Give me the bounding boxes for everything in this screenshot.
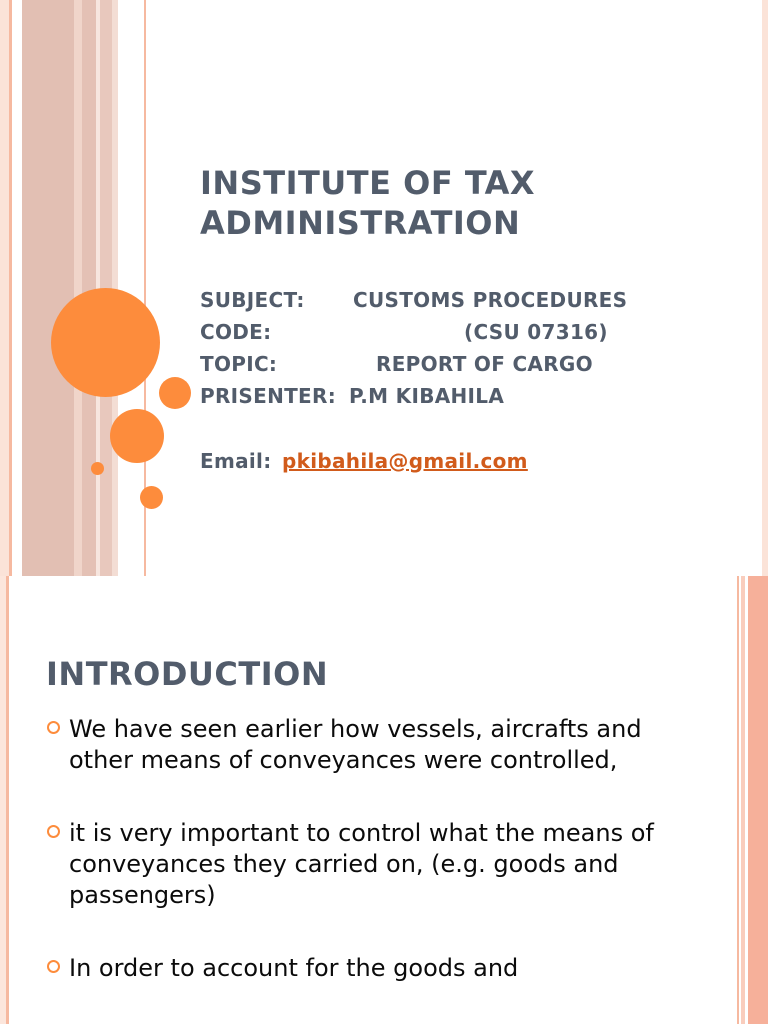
decor-circle-dot bbox=[91, 462, 104, 475]
subject-value: CUSTOMS PROCEDURES bbox=[353, 288, 628, 312]
decor-stripe bbox=[0, 0, 9, 576]
code-value: (CSU 07316) bbox=[464, 320, 608, 344]
bullet-text: it is very important to control what the means of conveyances they carried on, (e.g. goods and passengers) bbox=[69, 819, 654, 909]
decor-circle-small bbox=[140, 486, 163, 509]
decor-stripe bbox=[22, 0, 74, 576]
slide-title-line1: INSTITUTE OF TAX bbox=[200, 164, 536, 202]
decor-stripe bbox=[74, 0, 82, 576]
decor-stripe bbox=[741, 576, 745, 1024]
decor-stripe bbox=[9, 0, 12, 576]
bullet-list bbox=[46, 714, 706, 984]
topic-value: REPORT OF CARGO bbox=[376, 352, 593, 376]
decor-stripe bbox=[82, 0, 96, 576]
email-link[interactable]: pkibahila@gmail.com bbox=[282, 449, 528, 473]
bullet-ring-icon bbox=[47, 825, 60, 838]
list-item bbox=[46, 953, 706, 984]
decor-stripe bbox=[762, 0, 768, 576]
bullet-ring-icon bbox=[47, 960, 60, 973]
code-label: CODE: bbox=[200, 320, 272, 344]
decor-circle-medium bbox=[110, 409, 164, 463]
bullet-text: We have seen earlier how vessels, aircrafts and other means of conveyances were controlled, bbox=[69, 715, 642, 774]
introduction-heading: INTRODUCTION bbox=[46, 655, 329, 693]
decor-stripe bbox=[748, 576, 768, 1024]
bullet-text: In order to account for the goods and bbox=[69, 954, 519, 982]
subject-label: SUBJECT: bbox=[200, 288, 305, 312]
presenter-label: PRISENTER: bbox=[200, 384, 337, 408]
slide-title bbox=[200, 163, 535, 243]
email-label: Email: bbox=[200, 449, 272, 473]
slide-title-line2: ADMINISTRATION bbox=[200, 204, 521, 242]
bullet-ring-icon bbox=[47, 721, 60, 734]
decor-circle-small bbox=[159, 377, 191, 409]
decor-stripe bbox=[6, 576, 9, 1024]
decor-circle-large bbox=[51, 288, 160, 397]
list-item bbox=[46, 714, 706, 776]
presenter-value: P.M KIBAHILA bbox=[349, 384, 505, 408]
decor-stripe bbox=[737, 576, 739, 1024]
list-item bbox=[46, 818, 706, 911]
topic-label: TOPIC: bbox=[200, 352, 278, 376]
